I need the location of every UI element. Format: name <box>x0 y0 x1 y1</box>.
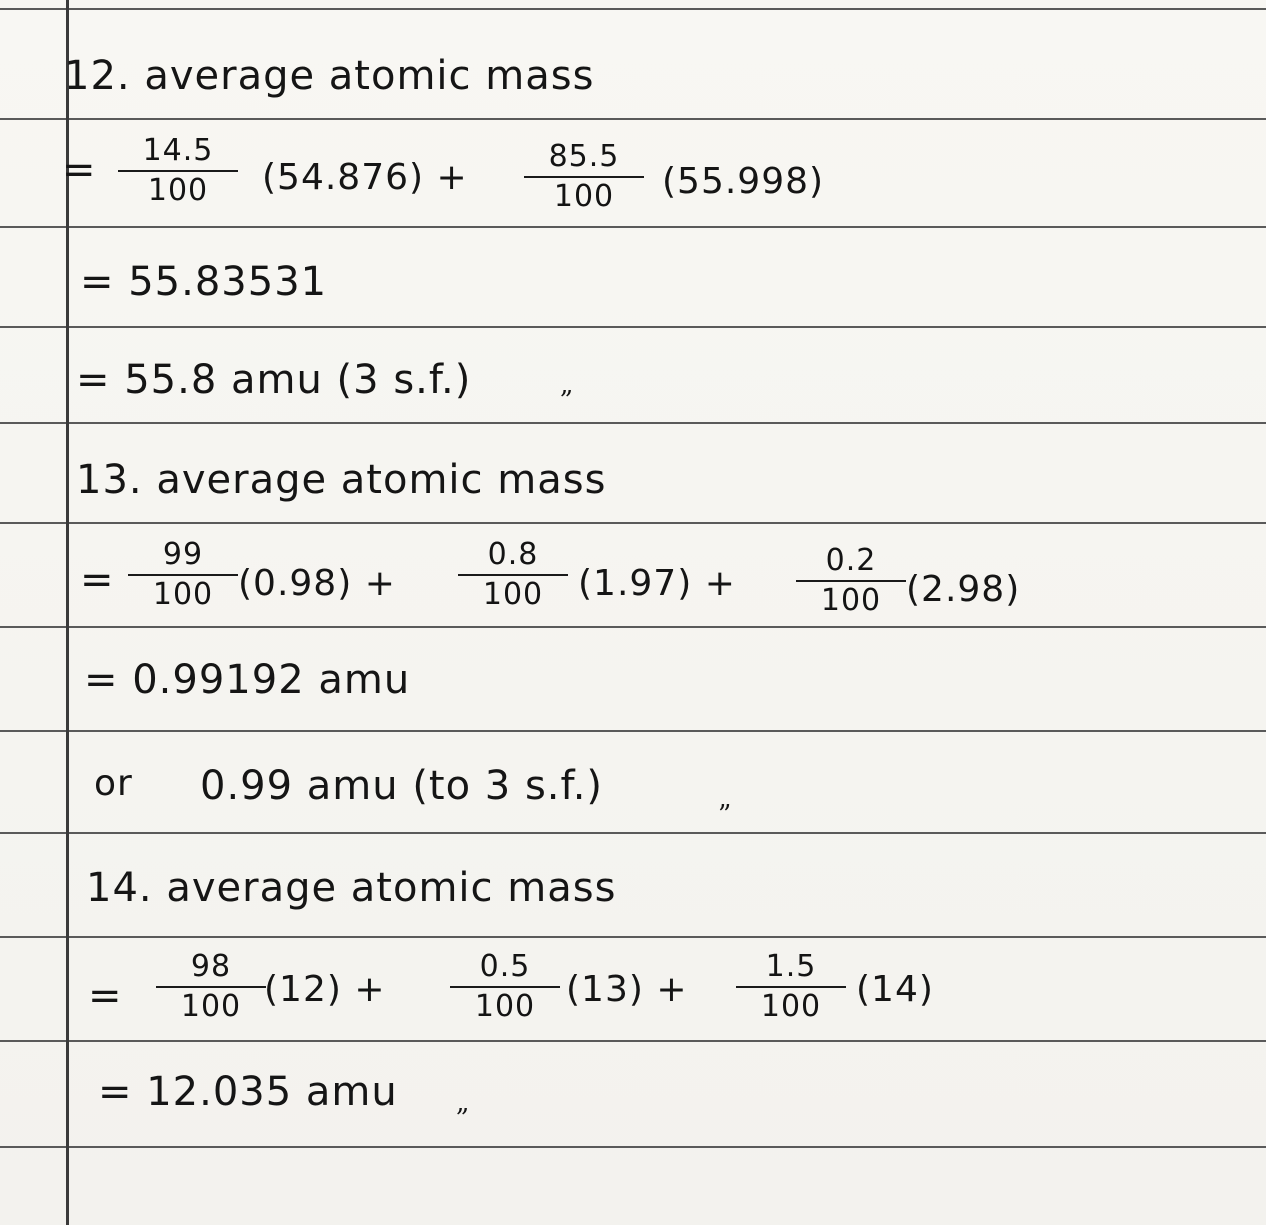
q13-fraction-3-numerator: 0.2 <box>825 543 877 578</box>
q14-equals: = <box>88 973 123 1019</box>
q14-fraction-1-numerator: 98 <box>190 949 232 984</box>
q13-equals: = <box>80 557 115 603</box>
q13-fraction-1-denominator: 100 <box>152 577 214 612</box>
q13-fraction-3-denominator: 100 <box>820 583 882 618</box>
q14-heading: 14. average atomic mass <box>86 865 617 911</box>
q12-term-2: (55.998) <box>662 161 825 202</box>
ruled-line <box>0 730 1266 732</box>
ruled-line <box>0 832 1266 834</box>
q12-fraction-1 <box>118 133 238 208</box>
ruled-line <box>0 626 1266 628</box>
q12-fraction-2 <box>524 139 644 214</box>
q12-rounded-result: = 55.8 amu (3 s.f.) <box>76 357 472 403</box>
q14-term-2: (13) + <box>566 969 688 1010</box>
q13-rounded-result: 0.99 amu (to 3 s.f.) <box>200 763 604 809</box>
q14-fraction-3-numerator: 1.5 <box>765 949 817 984</box>
q13-fraction-2-denominator: 100 <box>482 577 544 612</box>
q13-term-3: (2.98) <box>906 569 1021 610</box>
ruled-line <box>0 226 1266 228</box>
ruled-line <box>0 1146 1266 1148</box>
q14-fraction-2-numerator: 0.5 <box>479 949 531 984</box>
q12-result: = 55.83531 <box>80 259 328 305</box>
q14-term-3: (14) <box>856 969 934 1010</box>
q12-heading: 12. average atomic mass <box>64 53 595 99</box>
q12-answer-mark: „ <box>560 370 574 400</box>
fraction-bar <box>796 580 906 582</box>
q13-term-2: (1.97) + <box>578 563 736 604</box>
q14-result: = 12.035 amu <box>98 1069 398 1115</box>
q13-heading: 13. average atomic mass <box>76 457 607 503</box>
fraction-bar <box>736 986 846 988</box>
fraction-bar <box>450 986 560 988</box>
ruled-line <box>0 118 1266 120</box>
q14-fraction-2 <box>450 949 560 1024</box>
q12-fraction-1-denominator: 100 <box>147 173 209 208</box>
q13-fraction-1-numerator: 99 <box>162 537 204 572</box>
q12-fraction-2-denominator: 100 <box>553 179 615 214</box>
ruled-line <box>0 1040 1266 1042</box>
q14-fraction-3 <box>736 949 846 1024</box>
q14-fraction-1 <box>156 949 266 1024</box>
ruled-line <box>0 936 1266 938</box>
q13-fraction-2 <box>458 537 568 612</box>
ruled-line <box>0 422 1266 424</box>
q13-fraction-3 <box>796 543 906 618</box>
fraction-bar <box>458 574 568 576</box>
q12-equals: = <box>62 147 97 193</box>
fraction-bar <box>524 176 644 178</box>
fraction-bar <box>156 986 266 988</box>
ruled-line <box>0 522 1266 524</box>
q13-answer-mark: ” <box>718 800 732 830</box>
q12-term-1: (54.876) + <box>262 157 468 198</box>
q13-fraction-2-numerator: 0.8 <box>487 537 539 572</box>
fraction-bar <box>128 574 238 576</box>
q14-fraction-1-denominator: 100 <box>180 989 242 1024</box>
q13-result: = 0.99192 amu <box>84 657 411 703</box>
q14-fraction-2-denominator: 100 <box>474 989 536 1024</box>
q14-term-1: (12) + <box>264 969 386 1010</box>
q12-fraction-1-numerator: 14.5 <box>142 133 214 168</box>
q13-or-label: or <box>94 763 133 804</box>
ruled-line <box>0 326 1266 328</box>
q14-fraction-3-denominator: 100 <box>760 989 822 1024</box>
q12-fraction-2-numerator: 85.5 <box>548 139 620 174</box>
fraction-bar <box>118 170 238 172</box>
q14-answer-mark: „ <box>456 1088 470 1118</box>
q13-term-1: (0.98) + <box>238 563 396 604</box>
q13-fraction-1 <box>128 537 238 612</box>
ruled-line <box>0 8 1266 10</box>
